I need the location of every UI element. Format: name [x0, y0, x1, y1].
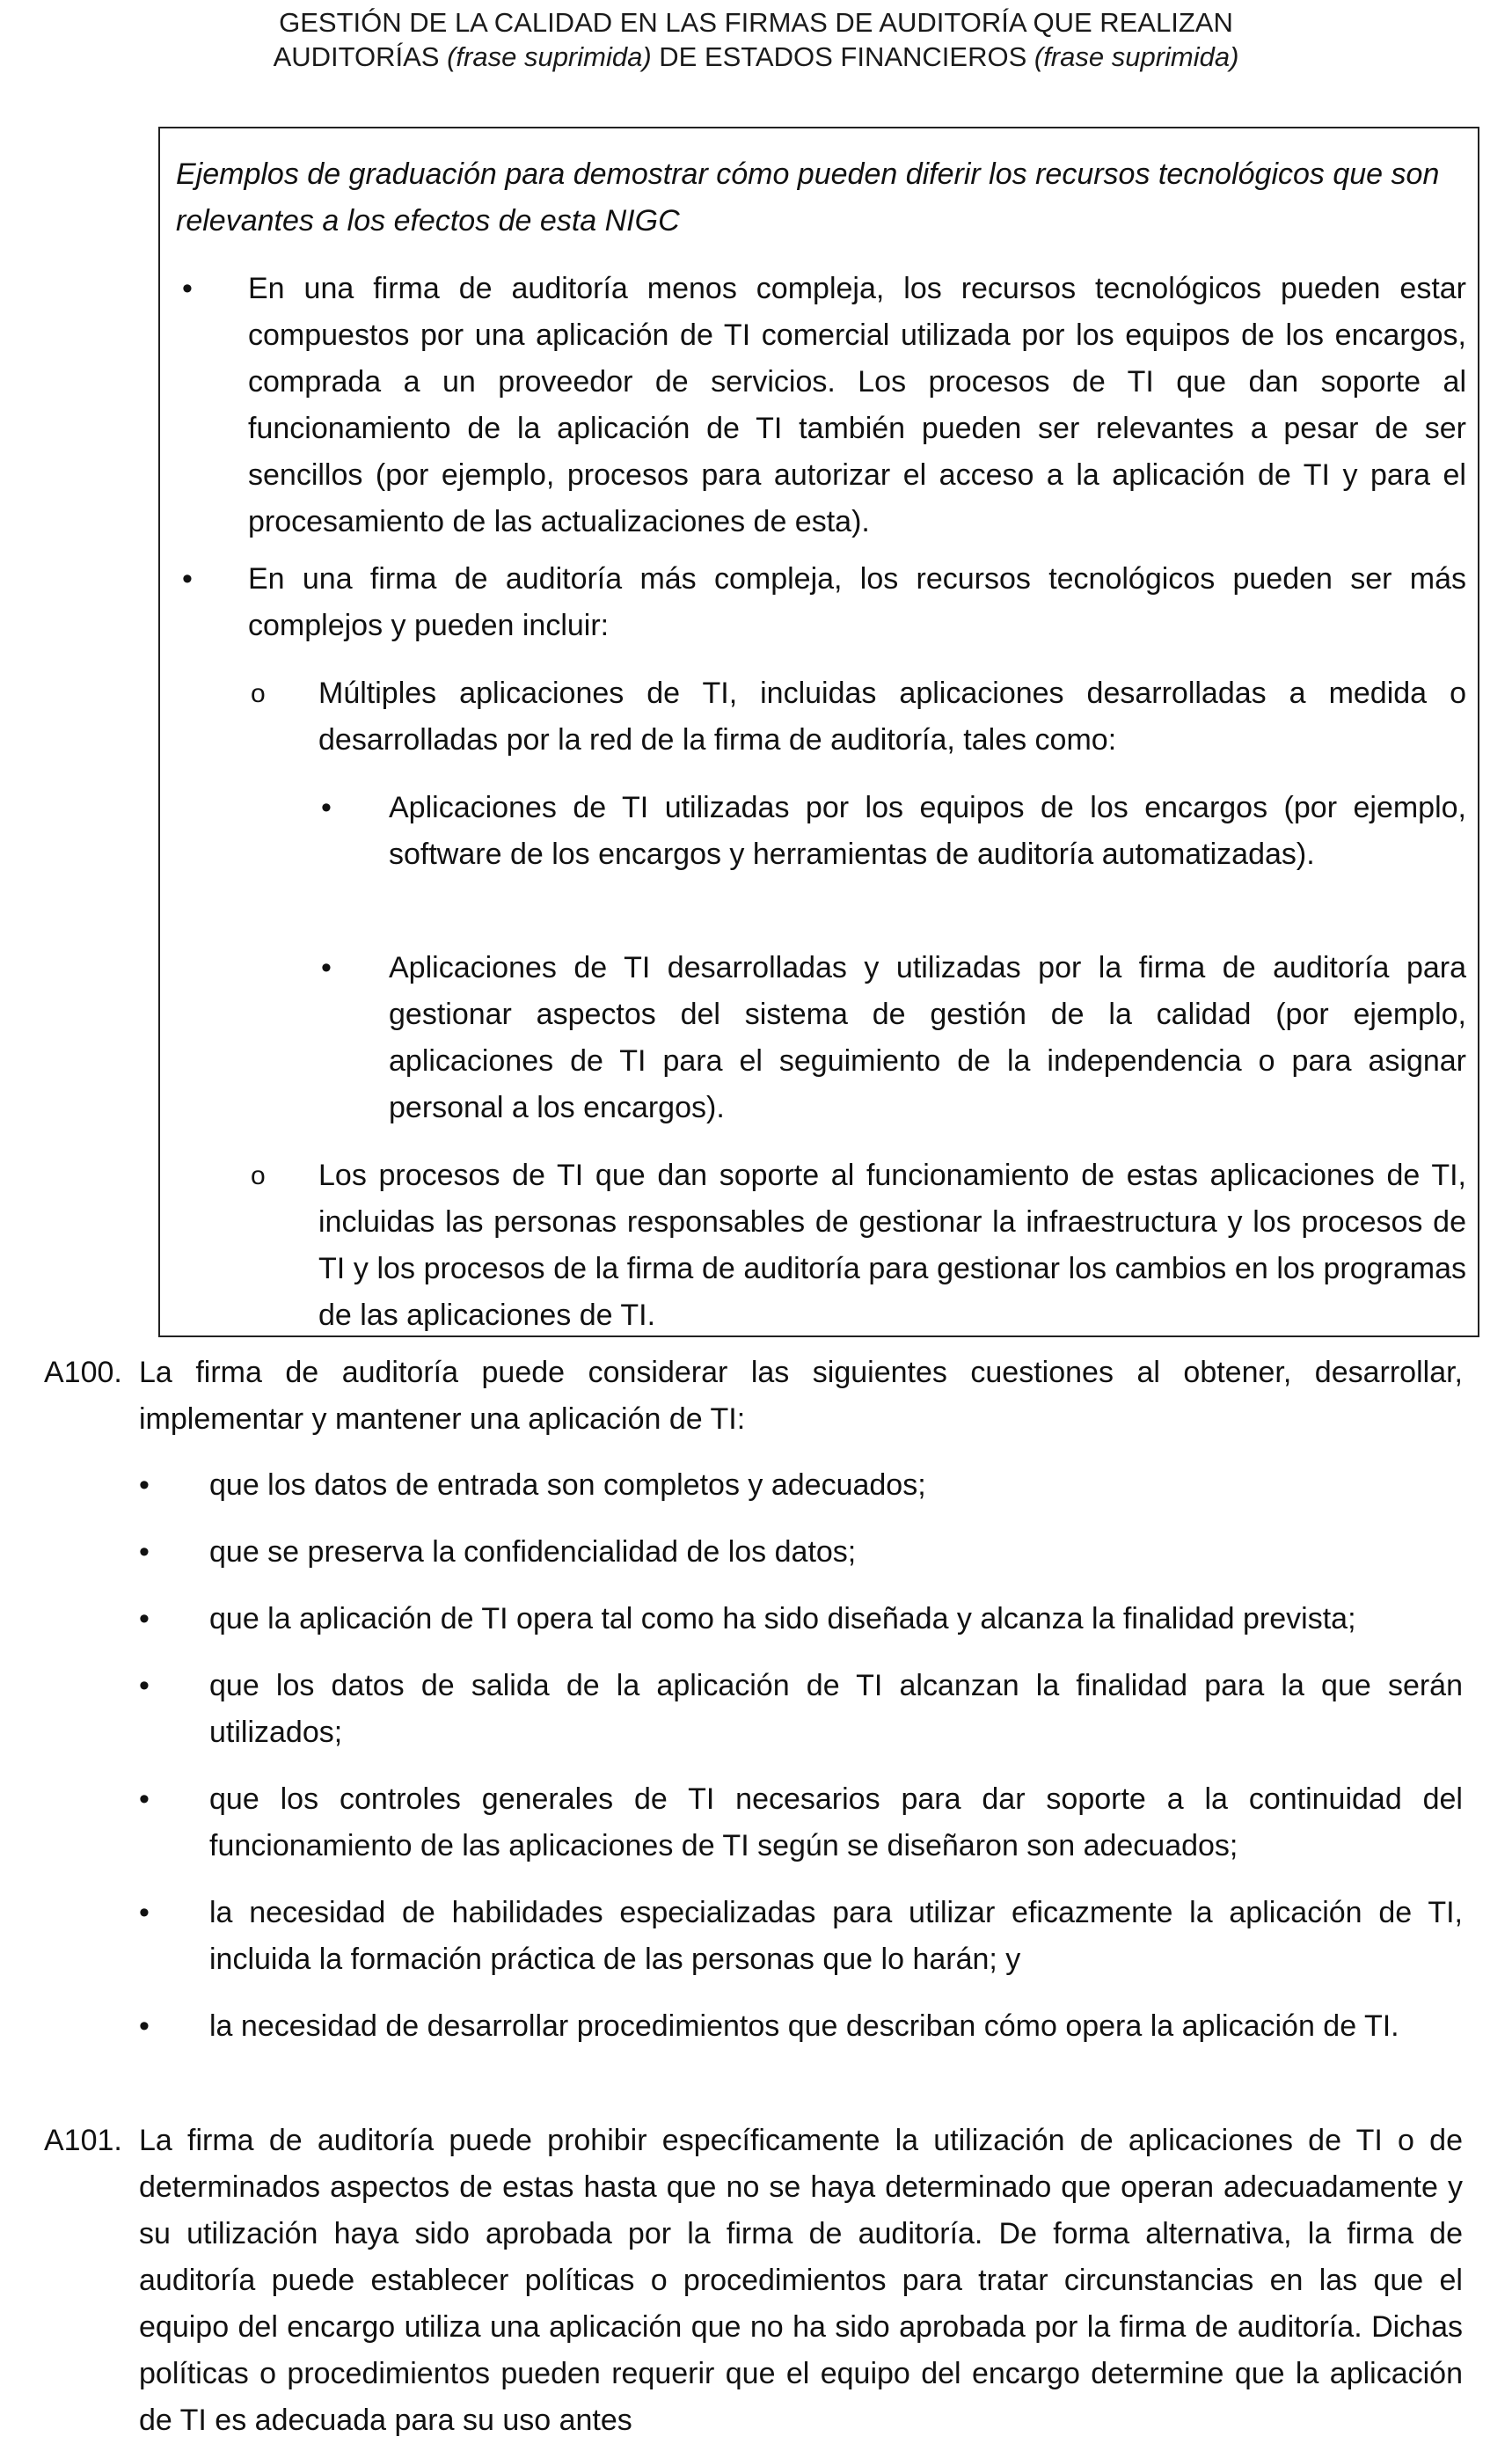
examples-item-2-text: En una firma de auditoría más compleja, los recursos tecnológicos pueden ser más complejos y pueden incluir: — [248, 562, 1466, 642]
header-line-1: GESTIÓN DE LA CALIDAD EN LAS FIRMAS DE AUDITORÍA QUE REALIZAN — [279, 7, 1233, 38]
bullet-icon: • — [139, 1669, 150, 1702]
bullet-icon: • — [139, 1896, 150, 1929]
header-line-2-italic-1: (frase suprimida) — [447, 41, 652, 72]
bullet-icon: • — [182, 272, 193, 305]
bullet-icon: • — [139, 1782, 150, 1816]
a100-item-text: que los datos de entrada son completos y adecuados; — [209, 1468, 926, 1502]
examples-box — [158, 127, 1479, 1337]
bullet-icon: • — [139, 1602, 150, 1635]
bullet-icon: • — [139, 1468, 150, 1502]
bullet-icon: • — [139, 1535, 150, 1569]
examples-sub-1-text: Múltiples aplicaciones de TI, incluidas aplicaciones desarrolladas a medida o desarrolladas por la red de la firma de auditoría, tales como: — [318, 677, 1466, 757]
circle-bullet-icon: o — [251, 1161, 266, 1190]
examples-sub-1-b-text: Aplicaciones de TI desarrolladas y utilizadas por la firma de auditoría para gestionar aspectos del sistema de gestión de la calidad (por ejemplo, aplicaciones de TI para el seguimiento de la independencia o para asignar personal a los encargos). — [389, 951, 1466, 1124]
examples-sub-1-a-text: Aplicaciones de TI utilizadas por los equipos de los encargos (por ejemplo, software de los encargos y herramientas de auditoría automatizadas). — [389, 791, 1466, 871]
header-line-2-part-1: AUDITORÍAS — [273, 41, 448, 72]
bullet-icon: • — [139, 2009, 150, 2043]
examples-sub-2-text: Los procesos de TI que dan soporte al funcionamiento de estas aplicaciones de TI, incluidas las personas responsables de gestionar la infraestructura y los procesos de TI y los procesos de la firma de auditoría para gestionar los cambios en los programas de las aplicaciones de TI. — [318, 1159, 1466, 1332]
a100-item-text: que los datos de salida de la aplicación de TI alcanzan la finalidad para la que serán utilizados; — [209, 1669, 1463, 1749]
a100-item-text: la necesidad de habilidades especializadas para utilizar eficazmente la aplicación de TI, incluida la formación práctica de las personas que lo harán; y — [209, 1896, 1463, 1976]
header-line-2-part-2: DE ESTADOS FINANCIEROS — [651, 41, 1034, 72]
paragraph-number-a101: A101. — [44, 2124, 122, 2157]
bullet-icon: • — [321, 951, 332, 984]
circle-bullet-icon: o — [251, 679, 266, 708]
examples-item-1-text: En una firma de auditoría menos compleja, los recursos tecnológicos pueden estar compuestos por una aplicación de TI comercial utilizada por los equipos de los encargos, comprada a un proveedor de servicios. Los procesos de TI que dan soporte al funcionamiento de la aplicación de TI también pueden ser relevantes a pesar de ser sencillos (por ejemplo, procesos para autorizar el acceso a la aplicación de TI y para el procesamiento de las actualizaciones de esta). — [248, 272, 1466, 538]
header-line-2 — [0, 40, 1512, 74]
running-header — [0, 5, 1512, 74]
a100-item-text: que se preserva la confidencialidad de los datos; — [209, 1535, 857, 1569]
paragraph-a101-text: La firma de auditoría puede prohibir específicamente la utilización de aplicaciones de TI o de determinados aspectos de estas hasta que no se haya determinado que operan adecuadamente y su utilización haya sido aprobada por la firma de auditoría. De forma alternativa, la firma de auditoría puede establecer políticas o procedimientos para tratar circunstancias en las que el equipo del encargo utiliza una aplicación que no ha sido aprobada por la firma de auditoría. Dichas políticas o procedimientos pueden requerir que el equipo del encargo determine que la aplicación de TI es adecuada para su uso antes — [139, 2124, 1463, 2437]
a100-item-text: que la aplicación de TI opera tal como ha sido diseñada y alcanza la finalidad prevista; — [209, 1602, 1356, 1635]
paragraph-number-a100: A100. — [44, 1356, 122, 1389]
a100-item-text: la necesidad de desarrollar procedimientos que describan cómo opera la aplicación de TI. — [209, 2009, 1399, 2043]
a100-item-text: que los controles generales de TI necesarios para dar soporte a la continuidad del funcionamiento de las aplicaciones de TI según se diseñaron son adecuados; — [209, 1782, 1463, 1862]
examples-box-title: Ejemplos de graduación para demostrar cómo pueden diferir los recursos tecnológicos que son relevantes a los efectos de esta NIGC — [176, 157, 1440, 238]
bullet-icon: • — [182, 562, 193, 596]
bullet-icon: • — [321, 791, 332, 824]
header-line-2-italic-2: (frase suprimida) — [1034, 41, 1239, 72]
paragraph-a100-intro: La firma de auditoría puede considerar las siguientes cuestiones al obtener, desarrollar, implementar y mantener una aplicación de TI: — [139, 1356, 1463, 1436]
